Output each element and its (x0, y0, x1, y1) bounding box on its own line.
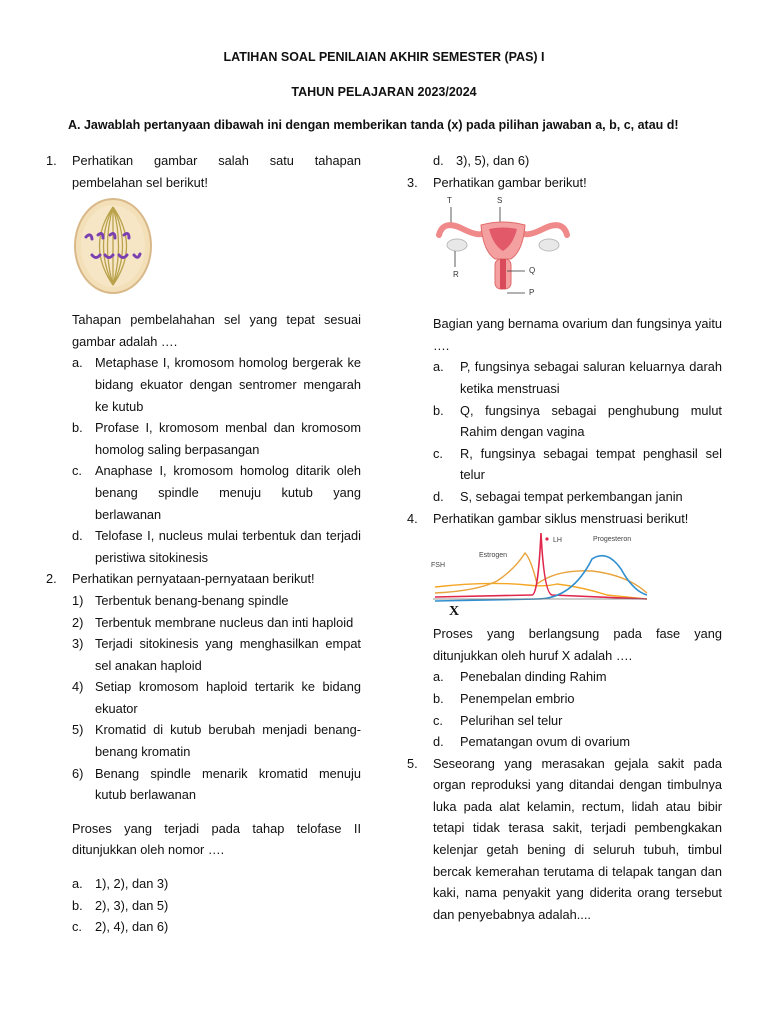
question-number: 1. (46, 153, 57, 168)
question-prompt: Bagian yang bernama ovarium dan fungsinya yaitu …. (433, 316, 722, 353)
statement-number: 6) (72, 765, 84, 781)
answer-option-a[interactable] (72, 352, 361, 417)
answer-option-b[interactable] (72, 417, 361, 460)
option-text: Q, fungsinya sebagai penghubung mulut Rahim dengan vagina (460, 402, 722, 440)
answer-option-a[interactable] (433, 356, 722, 399)
statement-item (72, 633, 361, 676)
question-number: 5. (407, 755, 418, 771)
statement-item (72, 763, 361, 806)
question-4 (407, 508, 722, 530)
option-text: R, fungsinya sebagai tempat penghasil sel telur (460, 445, 722, 483)
label-s: S (497, 196, 503, 206)
left-column (46, 150, 361, 938)
label-t: T (447, 196, 452, 206)
progesteron-curve (435, 556, 647, 601)
statement-number: 1) (72, 592, 84, 608)
estrogen-curve (435, 553, 647, 593)
answer-option-c[interactable] (72, 916, 361, 938)
option-text: Pematangan ovum di ovarium (460, 734, 631, 750)
answer-option-b[interactable] (433, 688, 722, 710)
option-letter: d. (433, 153, 444, 168)
question-text: Seseorang yang merasakan gejala sakit pada organ reproduksi yang ditandai dengan timbulnya luka pada alat kelamin, rectum, lidah atau bibir tetapi tidak terasa sakit, terjadi pembengkakan kelenjar getah bening di seluruh tubuh, timbul bercak kemerahan terutama di telapak tangan dan kaki, nama penyakit yang diderita orang tersebut dan penyebabnya adalah.... (433, 755, 722, 922)
answer-option-c[interactable] (72, 460, 361, 525)
question-number: 4. (407, 510, 418, 526)
statement-item (72, 590, 361, 612)
option-text: Anaphase I, kromosom homolog ditarik oleh benang spindle menuju kutub yang berlawanan (95, 463, 361, 522)
label-q: Q (529, 266, 536, 276)
answer-option-d[interactable] (433, 150, 722, 172)
answer-option-d[interactable] (433, 731, 722, 753)
fsh-label: FSH (431, 562, 445, 570)
option-text: 3), 5), dan 6) (456, 153, 530, 168)
statement-text: Kromatid di kutub berubah menjadi benang-benang kromatin (95, 722, 361, 760)
estrogen-label: Estrogen (479, 552, 508, 560)
answer-option-d[interactable] (72, 525, 361, 568)
x-label: X (449, 604, 460, 620)
statement-text: Terbentuk membrane nucleus dan inti haploid (95, 614, 354, 630)
progesteron-label: Progesteron (593, 536, 632, 544)
question-text: Perhatikan gambar berikut! (433, 174, 587, 190)
right-column (407, 150, 722, 925)
option-letter: a. (433, 669, 444, 685)
page-title: LATIHAN SOAL PENILAIAN AKHIR SEMESTER (PAS) I (223, 50, 545, 64)
statement-item (72, 676, 361, 719)
option-letter: b. (72, 897, 83, 913)
option-text: 1), 2), dan 3) (95, 876, 169, 892)
option-letter: a. (433, 359, 444, 375)
option-text: Profase I, kromosom menbal dan kromosom homolog saling berpasangan (95, 420, 361, 457)
statement-text: Terjadi sitokinesis yang menghasilkan empat sel anakan haploid (95, 636, 361, 673)
lh-label: LH (553, 537, 562, 545)
option-letter: c. (72, 919, 82, 935)
question-number: 2. (46, 571, 57, 587)
question-2 (46, 568, 361, 590)
statement-text: Benang spindle menarik kromatid menuju kutub berlawanan (95, 765, 361, 803)
option-text: 2), 4), dan 6) (95, 919, 169, 935)
statement-number: 5) (72, 722, 84, 738)
label-r: R (453, 270, 459, 280)
option-text: Metaphase I, kromosom homolog bergerak ke bidang ekuator dengan sentromer mengarah ke kutub (95, 355, 361, 414)
answer-option-c[interactable] (433, 710, 722, 732)
option-text: 2), 3), dan 5) (95, 897, 169, 913)
option-text: P, fungsinya sebagai saluran keluarnya darah ketika menstruasi (460, 359, 722, 396)
option-letter: c. (433, 712, 443, 728)
menstrual-cycle-chart-image (407, 529, 657, 621)
question-prompt: Proses yang terjadi pada tahap telofase II ditunjukkan oleh nomor …. (72, 820, 361, 858)
statement-number: 2) (72, 614, 84, 630)
option-text: Pelurihan sel telur (460, 712, 563, 728)
option-text: Telofase I, nucleus mulai terbentuk dan terjadi peristiwa sitokinesis (95, 528, 361, 565)
question-text: Perhatikan pernyataan-pernyataan berikut! (72, 571, 315, 587)
question-3 (407, 172, 722, 194)
question-text: Perhatikan gambar siklus menstruasi berikut! (433, 510, 689, 526)
menstrual-cycle-figure-wrap (407, 529, 722, 623)
option-letter: a. (72, 355, 83, 371)
answer-option-a[interactable] (433, 666, 722, 688)
question-prompt: Proses yang berlangsung pada fase yang ditunjukkan oleh huruf X adalah …. (433, 626, 722, 663)
statement-item (72, 612, 361, 634)
question-5 (407, 753, 722, 926)
question-number: 3. (407, 174, 418, 190)
option-letter: b. (72, 420, 83, 436)
option-text: Penebalan dinding Rahim (460, 669, 607, 685)
answer-option-b[interactable] (72, 895, 361, 917)
statement-number: 3) (72, 636, 84, 652)
question-1 (46, 150, 361, 193)
cell-division-image (72, 197, 154, 295)
question-text: Perhatikan gambar salah satu tahapan pembelahan sel berikut! (72, 153, 361, 190)
answer-option-c[interactable] (433, 443, 722, 486)
option-text: S, sebagai tempat perkembangan janin (460, 488, 683, 504)
section-instruction: A. Jawablah pertanyaan dibawah ini dengan memberikan tanda (x) pada pilihan jawaban a, b, c, atau d! (68, 118, 679, 132)
option-text: Penempelan embrio (460, 690, 575, 706)
option-letter: d. (72, 528, 83, 544)
label-p: P (529, 288, 535, 298)
option-letter: a. (72, 876, 83, 892)
option-letter: b. (433, 690, 444, 706)
option-letter: c. (72, 463, 82, 479)
statement-number: 4) (72, 679, 84, 695)
answer-option-d[interactable] (433, 486, 722, 508)
option-letter: d. (433, 488, 444, 504)
female-reproductive-organ-image (433, 193, 573, 311)
reproductive-organ-figure-wrap (407, 193, 722, 313)
statement-text: Setiap kromosom haploid tertarik ke bidang ekuator (95, 679, 361, 716)
answer-option-a[interactable] (72, 873, 361, 895)
academic-year: TAHUN PELAJARAN 2023/2024 (291, 85, 477, 99)
statement-item (72, 719, 361, 762)
option-letter: d. (433, 734, 444, 750)
question-prompt: Tahapan pembelahahan sel yang tepat sesuai gambar adalah …. (72, 312, 361, 349)
cell-division-figure-wrap (46, 197, 361, 297)
answer-option-b[interactable] (433, 400, 722, 443)
statement-text: Terbentuk benang-benang spindle (95, 592, 289, 608)
option-letter: c. (433, 445, 443, 461)
option-letter: b. (433, 402, 444, 418)
